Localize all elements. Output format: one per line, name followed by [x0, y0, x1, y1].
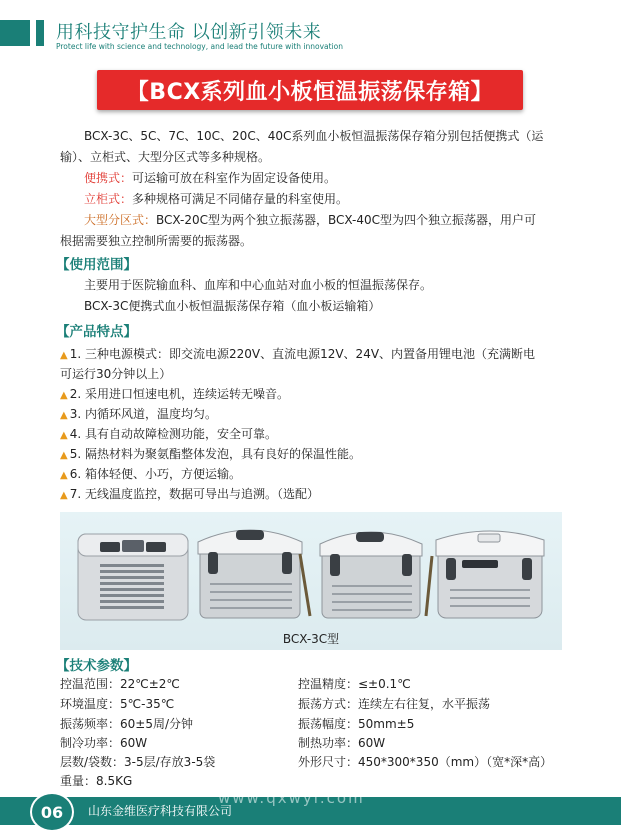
usage-heading: 【使用范围】	[56, 257, 137, 273]
features-heading: 【产品特点】	[56, 324, 137, 340]
feature-item-1-cont: 可运行30分钟以上）	[60, 367, 172, 381]
zoned-text: BCX-20C型为两个独立振荡器，BCX-40C型为四个独立振荡器，用户可	[156, 213, 537, 227]
intro-zoned	[84, 210, 536, 230]
title-banner	[97, 70, 523, 110]
spec-right-4: 制热功率：60W	[298, 736, 386, 750]
feature-item-7: ▲ 7. 无线温度监控，数据可导出与追溯。（选配）	[60, 487, 319, 501]
triangle-bullet-icon: ▲	[60, 390, 68, 401]
intro-zoned-cont: 根据需要独立控制所需要的振荡器。	[60, 234, 253, 248]
specs-heading: 【技术参数】	[56, 658, 137, 674]
product-photo	[60, 512, 562, 650]
spec-left-5: 层数/袋数：3-5层/存放3-5袋	[60, 755, 216, 769]
cooler-box-angled-icon	[198, 530, 310, 618]
triangle-bullet-icon: ▲	[60, 410, 68, 421]
spec-right-5: 外形尺寸：450*300*350（mm）（宽*深*高）	[298, 755, 553, 769]
feature-item-6: ▲ 6. 箱体轻便、小巧，方便运输。	[60, 467, 241, 481]
triangle-bullet-icon: ▲	[60, 490, 68, 501]
zoned-label: 大型分区式：	[84, 213, 157, 227]
spec-left-4: 制冷功率：60W	[60, 736, 148, 750]
footer-url: www.qxwyl.com	[218, 789, 365, 807]
feature-item-2: ▲ 2. 采用进口恒速电机，连续运转无噪音。	[60, 387, 289, 401]
cooler-box-side-icon	[426, 531, 544, 618]
triangle-bullet-icon: ▲	[60, 450, 68, 461]
feature-item-3: ▲ 3. 内循环风道，温度均匀。	[60, 407, 217, 421]
intro-portable	[84, 168, 336, 188]
triangle-bullet-icon: ▲	[60, 350, 68, 361]
spec-left-2: 环境温度：5℃-35℃	[60, 697, 175, 711]
cabinet-label: 立柜式：	[84, 192, 133, 206]
spec-left-6: 重量：8.5KG	[60, 774, 133, 788]
triangle-bullet-icon: ▲	[60, 430, 68, 441]
intro-line-2: 输）、立柜式、大型分区式等多种规格。	[60, 150, 271, 164]
header-slogan: 用科技守护生命 以创新引领未来	[56, 22, 322, 43]
spec-right-1: 控温精度：≤±0.1℃	[298, 677, 411, 691]
cooler-box-angled-icon-2	[320, 532, 422, 618]
spec-left-1: 控温范围：22℃±2℃	[60, 677, 180, 691]
intro-line-1: BCX-3C、5C、7C、10C、20C、40C系列血小板恒温振荡保存箱分别包括便携式（运	[84, 129, 544, 143]
portable-text: 可运输可放在科室作为固定设备使用。	[132, 171, 337, 185]
header-accent-bar	[36, 20, 44, 46]
usage-line-1: 主要用于医院输血科、血库和中心血站对血小板的恒温振荡保存。	[84, 278, 433, 292]
header-accent-block	[0, 20, 30, 46]
cooler-box-front-icon	[78, 534, 188, 620]
triangle-bullet-icon: ▲	[60, 470, 68, 481]
cabinet-text: 多种规格可满足不同储存量的科室使用。	[132, 192, 349, 206]
banner-title: 【BCX系列血小板恒温振荡保存箱】	[126, 79, 494, 105]
feature-item-4: ▲ 4. 具有自动故障检测功能，安全可靠。	[60, 427, 277, 441]
intro-cabinet	[84, 189, 348, 209]
portable-label: 便携式：	[84, 171, 133, 185]
page-number: 06	[30, 792, 74, 832]
photo-caption: BCX-3C型	[282, 632, 340, 646]
spec-right-2: 振荡方式：连续左右往复，水平振荡	[298, 697, 491, 711]
footer-company: 山东金维医疗科技有限公司	[88, 804, 233, 818]
usage-line-2: BCX-3C便携式血小板恒温振荡保存箱（血小板运输箱）	[84, 299, 381, 313]
spec-left-3: 振荡频率：60±5周/分钟	[60, 717, 194, 731]
feature-item-5: ▲ 5. 隔热材料为聚氨酯整体发泡，具有良好的保温性能。	[60, 447, 361, 461]
header-slogan-english: Protect life with science and technology, and lead the future with innovation	[56, 42, 344, 51]
feature-item-1: ▲ 1. 三种电源模式：即交流电源220V、直流电源12V、24V、内置备用锂电池（充满断电	[60, 347, 536, 361]
spec-right-3: 振荡幅度：50mm±5	[298, 717, 415, 731]
